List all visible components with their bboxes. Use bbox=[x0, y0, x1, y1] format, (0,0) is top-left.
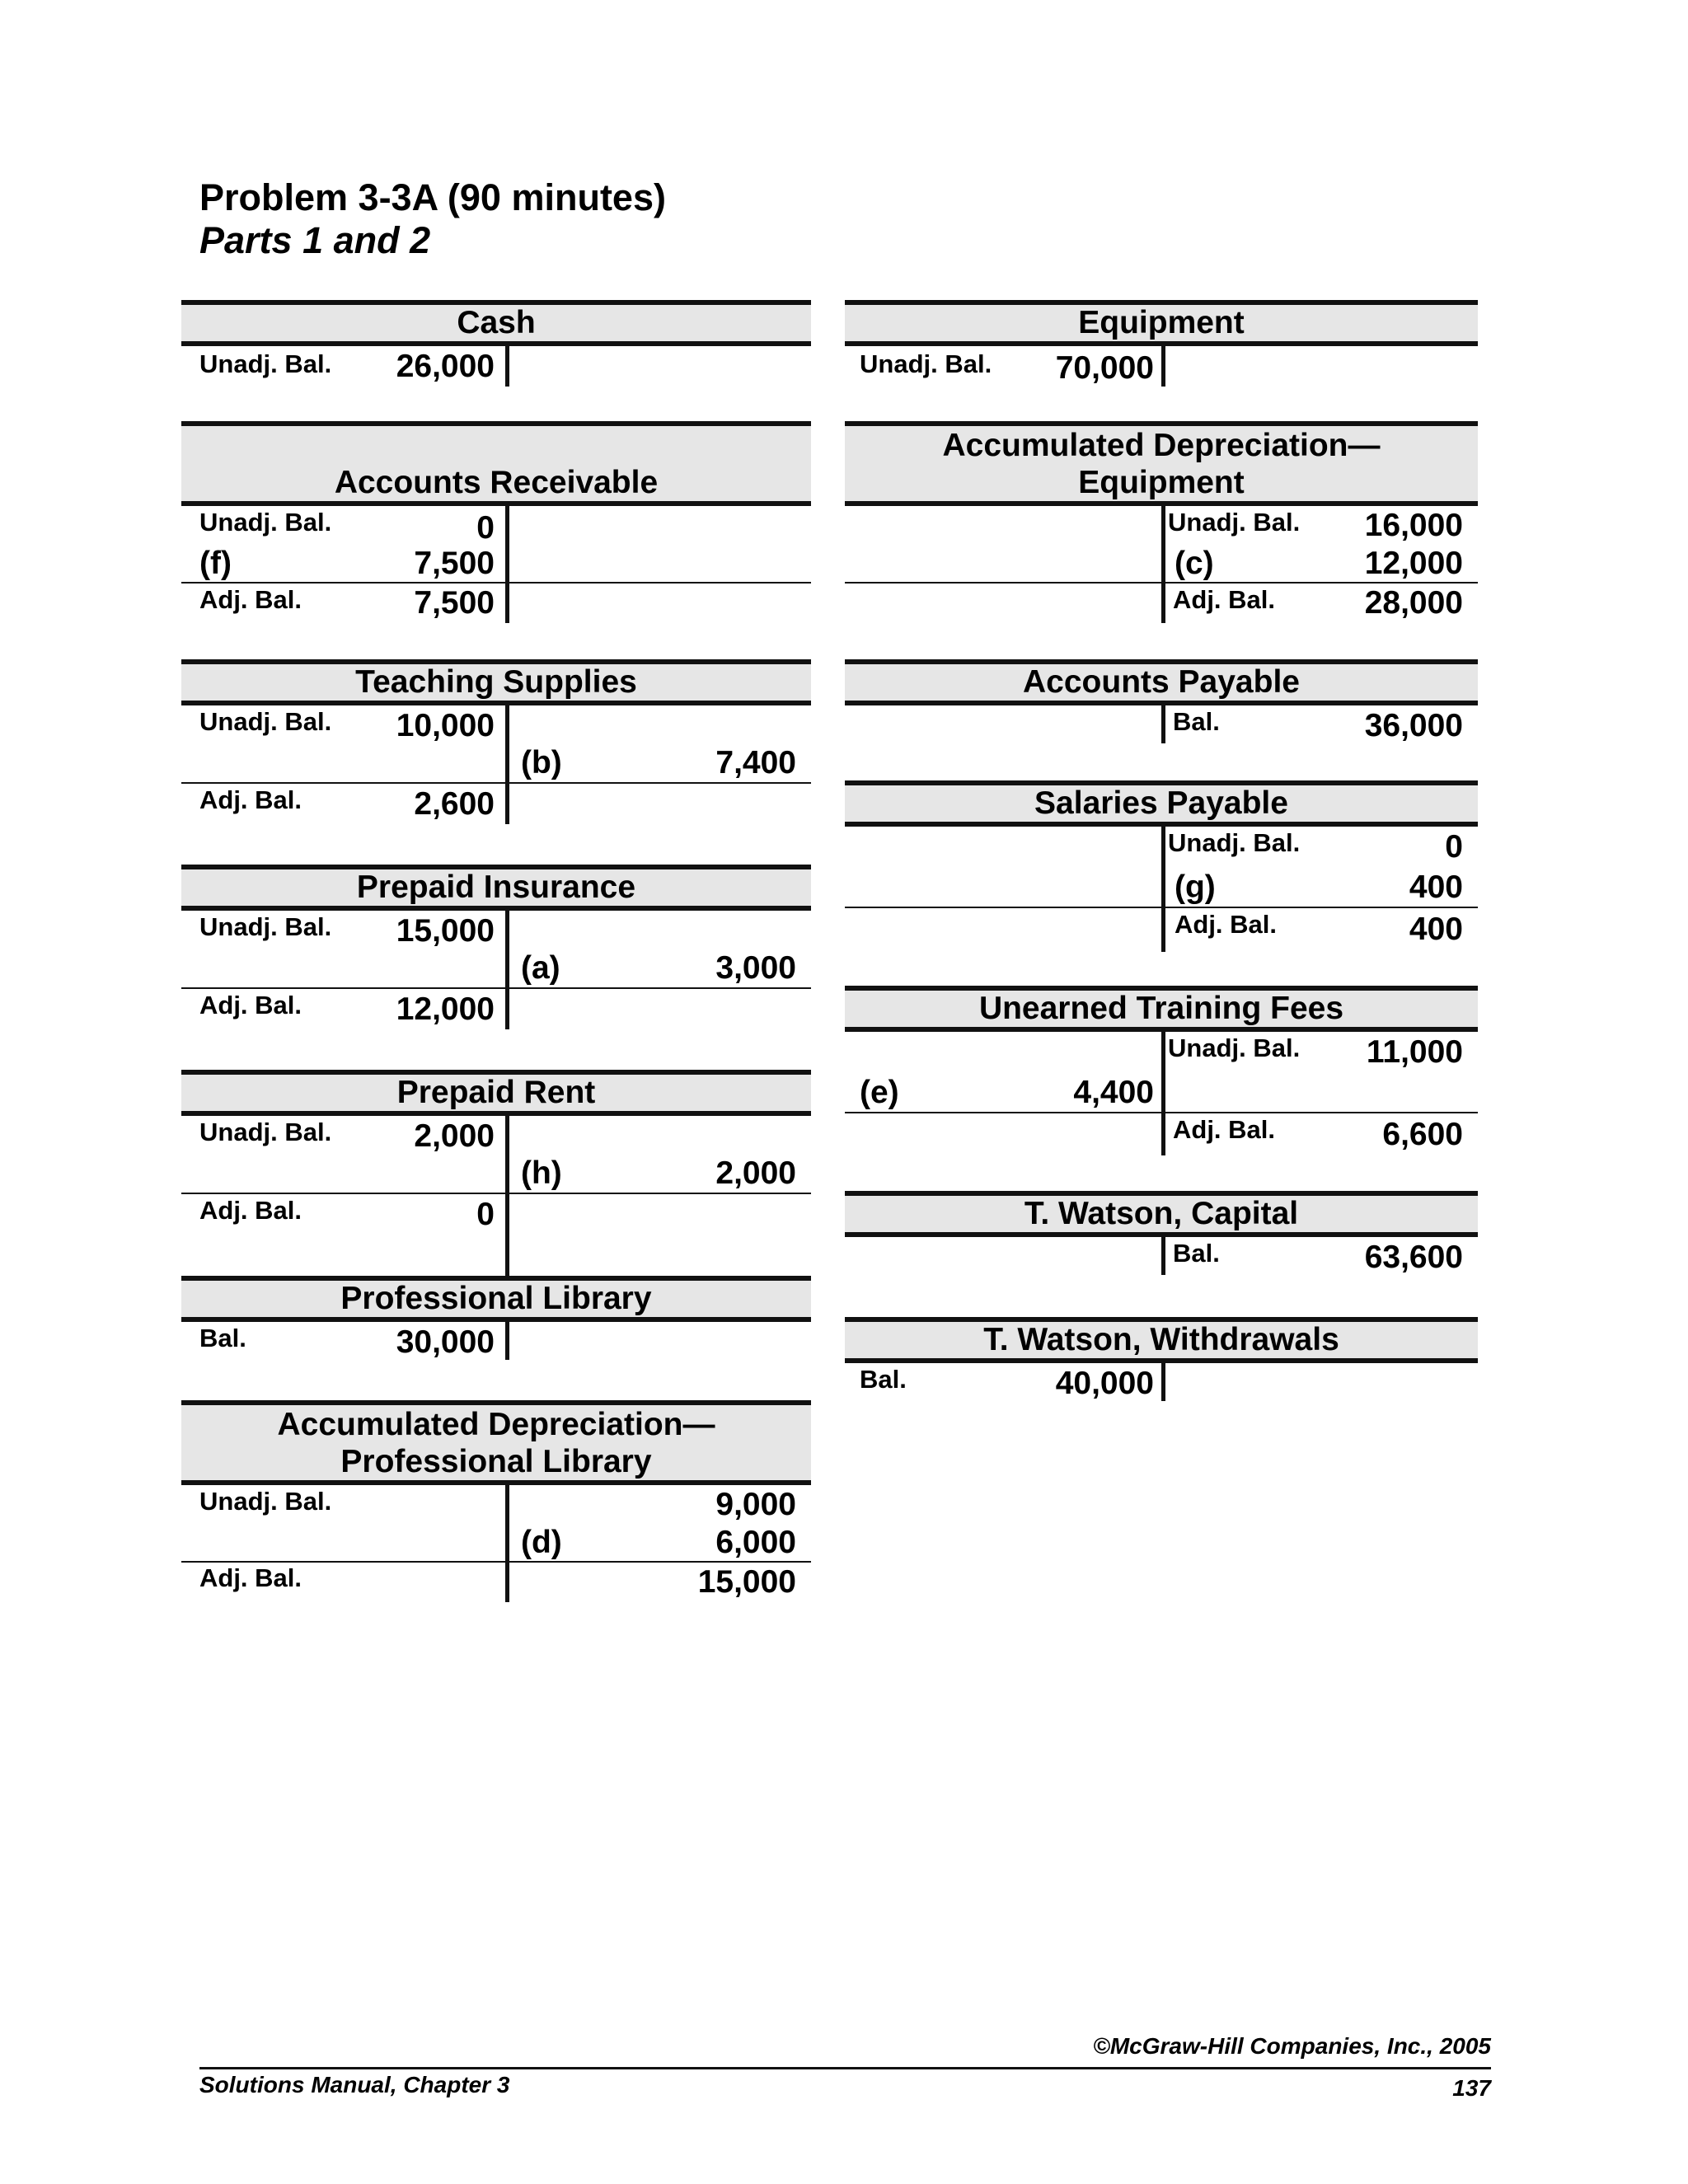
t-account-accum-dep-equipment bbox=[845, 421, 1478, 623]
account-title: Equipment bbox=[1078, 465, 1245, 500]
t-account-professional-library bbox=[181, 1276, 811, 1362]
unadj-bal-label: Unadj. Bal. bbox=[199, 349, 332, 378]
debit-amount: 30,000 bbox=[396, 1324, 495, 1360]
problem-subtitle: Parts 1 and 2 bbox=[199, 219, 431, 261]
adjustment-ref: (e) bbox=[860, 1075, 899, 1110]
debit-amount: 70,000 bbox=[1055, 350, 1154, 386]
account-title: Prepaid Insurance bbox=[356, 869, 636, 905]
account-title: Salaries Payable bbox=[1034, 785, 1288, 821]
bal-label: Bal. bbox=[1173, 707, 1220, 736]
debit-amount: 0 bbox=[476, 1197, 495, 1232]
account-header bbox=[181, 1400, 811, 1485]
debit-amount: 2,600 bbox=[414, 786, 495, 822]
debit-amount: 12,000 bbox=[396, 991, 495, 1027]
adjustment-ref: (h) bbox=[521, 1155, 562, 1191]
account-title: Equipment bbox=[1078, 305, 1245, 340]
adjustment-ref: (b) bbox=[521, 745, 562, 780]
account-header bbox=[181, 1070, 811, 1116]
account-title: Unearned Training Fees bbox=[978, 991, 1344, 1026]
debit-amount: 10,000 bbox=[396, 708, 495, 743]
credit-amount: 15,000 bbox=[697, 1564, 796, 1600]
unadj-bal-label: Unadj. Bal. bbox=[199, 912, 332, 941]
t-account-equipment bbox=[845, 300, 1478, 391]
adj-bal-label: Adj. Bal. bbox=[199, 991, 302, 1019]
t-account-accounts-receivable bbox=[181, 421, 811, 623]
t-account-capital bbox=[845, 1191, 1478, 1277]
credit-amount: 6,000 bbox=[715, 1525, 796, 1560]
account-title: Accounts Receivable bbox=[334, 465, 659, 500]
unadj-bal-label: Unadj. Bal. bbox=[1168, 1033, 1301, 1062]
credit-amount: 28,000 bbox=[1364, 585, 1463, 621]
t-account-teaching-supplies bbox=[181, 659, 811, 824]
credit-amount: 2,000 bbox=[715, 1155, 796, 1191]
t-account-prepaid-insurance bbox=[181, 865, 811, 1029]
account-title: Accounts Payable bbox=[1023, 664, 1300, 700]
problem-title: Problem 3-3A (90 minutes) bbox=[199, 176, 666, 218]
debit-amount: 26,000 bbox=[396, 349, 495, 384]
account-header bbox=[181, 865, 811, 911]
adj-bal-label: Adj. Bal. bbox=[1173, 1115, 1276, 1144]
credit-amount: 400 bbox=[1409, 869, 1463, 905]
account-header bbox=[845, 1191, 1478, 1237]
account-header bbox=[845, 986, 1478, 1032]
page-number: 137 bbox=[1452, 2075, 1491, 2101]
debit-amount: 7,500 bbox=[414, 585, 495, 621]
debit-amount: 4,400 bbox=[1073, 1075, 1154, 1110]
bal-label: Bal. bbox=[860, 1365, 907, 1394]
account-title: Professional Library bbox=[340, 1444, 652, 1479]
account-title: Accumulated Depreciation— bbox=[942, 428, 1381, 463]
adj-bal-label: Adj. Bal. bbox=[1175, 910, 1278, 939]
unadj-bal-label: Unadj. Bal. bbox=[1168, 828, 1301, 857]
credit-amount: 0 bbox=[1445, 829, 1463, 865]
account-header bbox=[181, 421, 811, 506]
t-account-withdrawals bbox=[845, 1317, 1478, 1404]
account-header bbox=[181, 300, 811, 346]
account-header bbox=[845, 300, 1478, 346]
credit-amount: 16,000 bbox=[1364, 508, 1463, 543]
unadj-bal-label: Unadj. Bal. bbox=[199, 508, 332, 537]
unadj-bal-label: Unadj. Bal. bbox=[860, 349, 992, 378]
account-title: Professional Library bbox=[340, 1281, 652, 1316]
adjustment-ref: (f) bbox=[199, 546, 232, 581]
adj-bal-label: Adj. Bal. bbox=[199, 1563, 302, 1592]
credit-amount: 3,000 bbox=[715, 950, 796, 986]
account-header bbox=[181, 1276, 811, 1322]
debit-amount: 40,000 bbox=[1055, 1366, 1154, 1401]
unadj-bal-label: Unadj. Bal. bbox=[199, 1118, 332, 1146]
t-account-prepaid-rent bbox=[181, 1070, 811, 1276]
credit-amount: 6,600 bbox=[1382, 1117, 1463, 1152]
adj-bal-label: Adj. Bal. bbox=[199, 1196, 302, 1225]
account-header bbox=[845, 1317, 1478, 1363]
adj-bal-label: Adj. Bal. bbox=[1173, 585, 1276, 614]
t-account-unearned-training-fees bbox=[845, 986, 1478, 1155]
adjustment-ref: (c) bbox=[1175, 546, 1214, 581]
adjustment-ref: (a) bbox=[521, 950, 560, 986]
credit-amount: 9,000 bbox=[715, 1487, 796, 1522]
account-title: Accumulated Depreciation— bbox=[277, 1407, 715, 1442]
account-title: T. Watson, Withdrawals bbox=[983, 1322, 1339, 1357]
account-title: Cash bbox=[457, 305, 536, 340]
debit-amount: 15,000 bbox=[396, 913, 495, 949]
account-title: Prepaid Rent bbox=[396, 1075, 596, 1110]
adjustment-ref: (d) bbox=[521, 1525, 562, 1560]
t-account-accounts-payable bbox=[845, 659, 1478, 746]
t-account-salaries-payable bbox=[845, 780, 1478, 952]
credit-amount: 36,000 bbox=[1364, 708, 1463, 743]
account-header bbox=[181, 659, 811, 705]
credit-amount: 400 bbox=[1409, 912, 1463, 947]
footer-source: Solutions Manual, Chapter 3 bbox=[199, 2072, 510, 2097]
credit-amount: 11,000 bbox=[1366, 1034, 1463, 1070]
footer-rule bbox=[199, 2067, 1491, 2069]
account-header bbox=[845, 780, 1478, 827]
adj-bal-label: Adj. Bal. bbox=[199, 585, 302, 614]
debit-amount: 0 bbox=[476, 510, 495, 546]
unadj-bal-label: Unadj. Bal. bbox=[199, 1487, 332, 1516]
debit-amount: 7,500 bbox=[414, 546, 495, 581]
account-header bbox=[845, 659, 1478, 705]
adj-bal-label: Adj. Bal. bbox=[199, 785, 302, 814]
debit-amount: 2,000 bbox=[414, 1118, 495, 1154]
adjustment-ref: (g) bbox=[1175, 869, 1216, 905]
t-account-accum-dep-library bbox=[181, 1400, 811, 1602]
account-title: T. Watson, Capital bbox=[1024, 1196, 1299, 1231]
bal-label: Bal. bbox=[1173, 1239, 1220, 1268]
bal-label: Bal. bbox=[199, 1324, 246, 1352]
account-title: Teaching Supplies bbox=[355, 664, 637, 700]
credit-amount: 12,000 bbox=[1364, 546, 1463, 581]
credit-amount: 63,600 bbox=[1364, 1240, 1463, 1275]
unadj-bal-label: Unadj. Bal. bbox=[199, 707, 332, 736]
credit-amount: 7,400 bbox=[715, 745, 796, 780]
t-account-cash bbox=[181, 300, 811, 391]
account-header bbox=[845, 421, 1478, 506]
unadj-bal-label: Unadj. Bal. bbox=[1168, 508, 1301, 537]
footer-copyright: ©McGraw-Hill Companies, Inc., 2005 bbox=[1093, 2033, 1491, 2059]
